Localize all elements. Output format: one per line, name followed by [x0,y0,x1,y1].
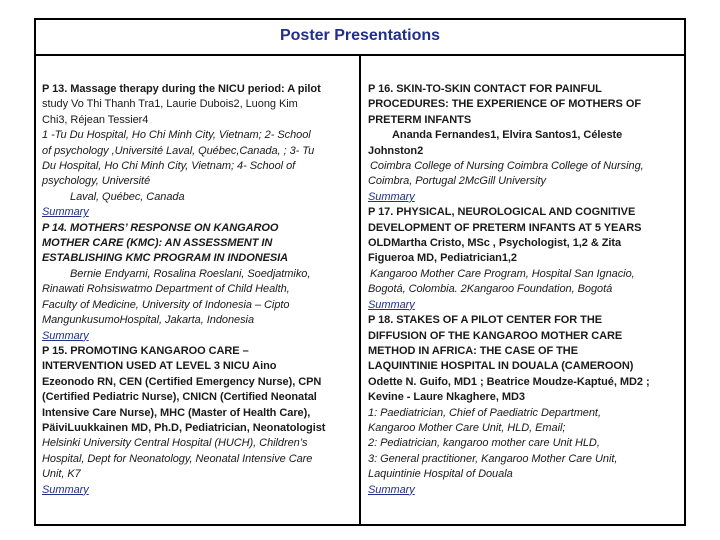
text-line: Johnston2 [368,144,424,157]
text-line: Faculty of Medicine, University of Indonesia – Cipto [42,298,290,311]
text-line: LAQUINTINIE HOSPITAL IN DOUALA (CAMEROON) [368,360,634,373]
text-line: PRETERM INFANTS [368,113,472,126]
text-line: Ezeonodo RN, CEN (Certified Emergency Nurse), CPN [42,375,322,388]
summary-link[interactable]: Summary [42,329,89,342]
summary-link[interactable]: Summary [42,483,89,496]
text-line: 1 -Tu Du Hospital, Ho Chi Minh City, Vietnam; 2- School [42,129,311,142]
text-line: Laquintinie Hospital of Douala [368,468,513,481]
text-line: P 15. PROMOTING KANGAROO CARE – [42,344,249,357]
text-line: PäiviLuukkainen MD, Ph.D, Pediatrician, Neonatologist [42,421,326,434]
text-line: METHOD IN AFRICA: THE CASE OF THE [368,344,578,357]
text-line: DIFFUSION OF THE KANGAROO MOTHER CARE [368,329,623,342]
text-line: Rinawati Rohsiswatmo Department of Child Health, [42,283,290,296]
text-line: Bernie Endyarni, Rosalina Roeslani, Soedjatmiko, [70,267,311,280]
text-line: Ananda Fernandes1, Elvira Santos1, Céleste [392,129,623,142]
text-line: 3: General practitioner, Kangaroo Mother Care Unit, [368,452,618,465]
text-line: PROCEDURES: THE EXPERIENCE OF MOTHERS OF [368,98,642,111]
text-line: Kangaroo Mother Care Unit, HLD, Email; [368,421,566,434]
text-line: Kangaroo Mother Care Program, Hospital San Ignacio, [370,267,635,280]
text-line: Helsinki University Central Hospital (HUCH), Children’s [42,437,308,450]
text-line: Intensive Care Nurse), MHC (Master of Health Care), [42,406,311,419]
text-line: P 13. Massage therapy during the NICU period: A pilot [42,83,321,95]
summary-link[interactable]: Summary [368,190,415,203]
text-line: P 18. STAKES OF A PILOT CENTER FOR THE [368,314,603,327]
text-line: P 17. PHYSICAL, NEUROLOGICAL AND COGNITIVE [368,206,636,219]
text-line: 1: Paediatrician, Chief of Paediatric Department, [368,406,601,419]
text-line: Figueroa MD, Pediatrician1,2 [368,252,517,265]
poster-table [34,18,686,526]
text-line: MangunkusumoHospital, Jakarta, Indonesia [42,314,255,327]
summary-link[interactable]: Summary [368,298,415,311]
text-line: Laval, Québec, Canada [70,190,185,203]
text-line: INTERVENTION USED AT LEVEL 3 NICU Aino [42,360,277,373]
text-line: Unit, K7 [42,468,81,481]
summary-link[interactable]: Summary [42,206,89,219]
text-line: Bogotá, Colombia. 2Kangaroo Foundation, Bogotá [368,283,613,296]
text-line: 2: Pediatrician, kangaroo mother care Unit HLD, [368,437,600,450]
right-column [361,54,684,524]
text-line: Coimbra College of Nursing Coimbra College of Nursing, [370,160,644,173]
text-line: Odette N. Guifo, MD1 ; Beatrice Moudze-Kaptué, MD2 ; [368,375,650,388]
text-line: Du Hospital, Ho Chi Minh City, Vietnam; 4- School of [42,160,296,173]
text-line: study Vo Thi Thanh Tra1, Laurie Dubois2, Luong Kim [42,98,298,111]
text-line: Chi3, Réjean Tessier4 [42,113,149,126]
text-line: (Certified Pediatric Nurse), CNICN (Certified Neonatal [42,391,317,404]
text-line: MOTHER CARE (KMC): AN ASSESSMENT IN [42,237,273,250]
title-row [36,20,684,56]
text-line: P 16. SKIN-TO-SKIN CONTACT FOR PAINFUL [368,83,602,95]
page-title: Poster Presentations [279,27,441,44]
text-line: P 14. MOTHERS’ RESPONSE ON KANGAROO [42,221,279,234]
text-line: OLDMartha Cristo, MSc , Psychologist, 1,2 & Zita [368,237,622,250]
left-column [36,54,361,524]
summary-link[interactable]: Summary [368,483,415,496]
text-line: DEVELOPMENT OF PRETERM INFANTS AT 5 YEARS [368,221,642,234]
text-line: ESTABLISHING KMC PROGRAM IN INDONESIA [42,252,289,265]
text-line: of psychology ,Université Laval, Québec,Canada, ; 3- Tu [42,144,315,157]
text-line: Kevine - Laure Nkaghere, MD3 [368,391,525,404]
text-line: Coimbra, Portugal 2McGill University [368,175,546,188]
text-line: Hospital, Dept for Neonatology, Neonatal Intensive Care [42,452,313,465]
text-line: psychology, Université [42,175,151,188]
